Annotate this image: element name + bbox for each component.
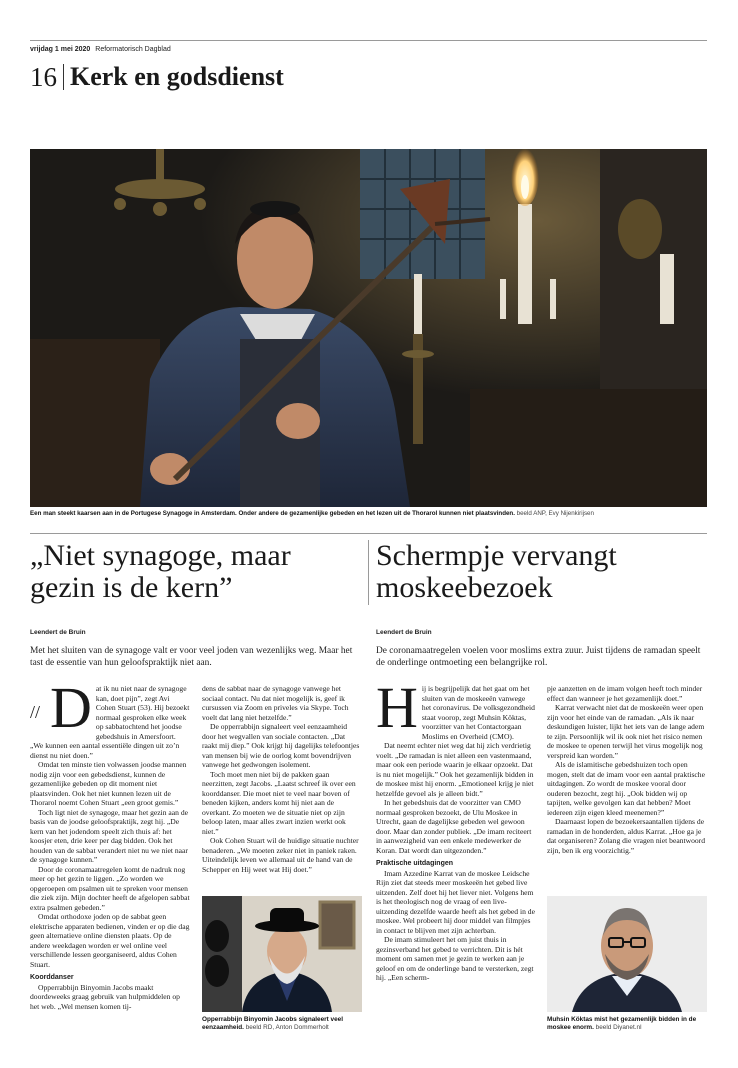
left-column-1 [30, 684, 190, 1036]
right-col1-para-4: Imam Azzedine Karrat van de moskee Leidsche Rijn ziet dat steeds meer moskeeën het gebed live uitzenden. Zelf doet hij het liever niet. Volgens hem is het theologisch nog de vraag of een live-uitzending dezelfde waarde heeft als het gebed in de moskee. Wel probeert hij door middel van filmpjes in contact te blijven met zijn achterban. [376, 868, 535, 935]
page-number: 16 [30, 64, 64, 90]
left-headline [30, 540, 362, 604]
top-rule [30, 40, 707, 41]
left-col1-para-2: Omdat ten minste tien volwassen joodse mannen nodig zijn voor een gebedsdienst, kunnen de gezamenlijke gebeden op dit moment niet plaatsvinden. Ook het niet kunnen lezen uit de Thorarol noemt Cohen Stuart „een groot gemis.” [30, 760, 187, 807]
koktas-caption-text: Muhsin Köktas mist het gezamenlijk bidden in de moskee enorm. [547, 1016, 697, 1031]
left-col2-para-3: Toch moet men niet bij de pakken gaan neerzitten, zegt Jacobs. „Laatst schreef ik over een koorddanser. Die moet niet te veel naar boven of beneden kijken, anders komt hij niet aan de overkant. Zo moeten we de situatie niet op zijn beloop laten, maar alles zwart inzien werkt ook niet.” [202, 769, 356, 836]
koktas-photo-caption [547, 1016, 707, 1032]
main-photo-caption [30, 510, 707, 518]
section-header [30, 60, 284, 94]
masthead [30, 46, 171, 53]
right-subheading: Praktische uitdagingen [376, 860, 454, 867]
left-col2-para-2: De opperrabbijn signaleert veel eenzaamheid door het wegvallen van sociale contacten. „Dat raakt mij diep.” Ook krijgt hij dagelijks telefoontjes van mensen bij wie de oorlog komt bovendrijven vanwege het gedwongen isolement. [202, 722, 360, 769]
left-col1-para-5: Omdat orthodoxe joden op de sabbat geen elektrische apparaten bedienen, vinden er op die dag geen alternatieve online diensten plaats. Op de andere weekdagen worden er wel online veel verschillende lessen georganiseerd, aldus Cohen Stuart. [30, 912, 190, 969]
caption-rule [30, 533, 707, 534]
left-headline-line1: „Niet synagoge, maar [30, 539, 291, 572]
right-column-2 [547, 684, 707, 889]
koktas-photo [547, 896, 707, 1012]
left-col1-para-4: Door de coronamaatregelen komt de nadruk nog meer op het gezin te liggen. „Zo worden we opgeroepen om psalmen uit te spreken voor mensen die ziek zijn. Mijn dochter heeft de afgelopen sabbat extra psalmen gebeden.” [30, 864, 190, 912]
left-quote-mark: // [30, 702, 41, 722]
main-photo [30, 149, 707, 507]
left-dropcap: D [50, 684, 92, 740]
koktas-caption-credit: beeld Diyanet.nl [595, 1024, 642, 1031]
masthead-paper: Reformatorisch Dagblad [95, 46, 171, 53]
left-col2-para-1: dens de sabbat naar de synagoge vanwege het sociaal contact. Nu dat niet mogelijk is, geef ik cursussen via Zoom en priveles via Skype. Toch voelt dat lang niet hetzelfde.” [202, 684, 349, 722]
right-col2-para-1: pje aanzetten en de imam volgen heeft toch minder effect dan wanneer je het gezamenlijk doet.” [547, 684, 703, 703]
right-col1-para-1: ij is begrijpelijk dat het gaat om het sluiten van de moskeeën vanwege het coronavirus. De volksgezondheid staat voorop, zegt Muhsin Köktas, voorzitter van het Contactorgaan Moslims en Overheid (CMO). [421, 684, 535, 741]
right-col2-para-4: Daarnaast lopen de bezoekersaantallen tijdens de ramadan in de honderden, aldus Karrat. „Hoe ga je dat organiseren? Zolang die vragen niet beantwoord zijn, ben ik erg voorzichtig.” [547, 817, 706, 855]
right-col1-para-3: In het gebedshuis dat de voorzitter van CMO normaal gesproken bezoekt, de Ulu Moskee in Utrecht, gaan de dagelijkse gebeden wel gewoon door. Maar dan zonder publiek. „De imam reciteert in aanwezigheid van een enkele medewerker de Koran. Dat wordt dan uitgezonden.” [376, 798, 532, 855]
left-col1-para-6: Opperrabbijn Binyomin Jacobs maakt doordeweeks graag gebruik van hulpmiddelen op het web. „Wel mensen komen tij- [30, 982, 180, 1011]
headline-divider [368, 540, 369, 605]
right-col1-para-2: Dat neemt echter niet weg dat hij zich verdrietig voelt. „De ramadan is niet alleen een vastenmaand, maar ook een periode waarin je elkaar opzoekt. Dat is nu niet mogelijk.” Ook het gezamenlijk bidden in de moskee mist hij enorm. „Emotioneel krijg je niet hetzelfde gevoel als je alleen bidt.” [376, 741, 534, 798]
synagogue-candle-photo [30, 149, 707, 507]
rabbi-caption-credit: beeld RD, Anton Dommerholt [245, 1024, 329, 1031]
koktas-portrait [547, 896, 707, 1012]
main-caption-credit: beeld ANP, Evy Nijenkirijsen [516, 510, 594, 517]
left-col1-para-3: Toch ligt niet de synagoge, maar het gezin aan de basis van de joodse geloofspraktijk, zegt hij. „De kern van het jodendom speelt zich thuis af: het koosjer eten, drie keer per dag bidden. Ook het houden van de sabbat verandert niet nu we niet naar de synagoge kunnen.” [30, 807, 189, 864]
left-column-2 [202, 684, 362, 889]
rabbi-portrait [202, 896, 362, 1012]
rabbi-photo [202, 896, 362, 1012]
section-name: Kerk en godsdienst [70, 62, 284, 91]
left-col1-para-1: at ik nu niet naar de synagoge kan, doet pijn”, zegt Avi Cohen Stuart (53). Hij bezoekt normaal gesproken elke week op sabbatochtend het joodse gebedshuis in Amersfoort. „We kunnen een aantal essentiële dingen uit zo’n dienst nu niet doen.” [30, 684, 190, 760]
rabbi-caption-text: Opperrabbijn Binyomin Jacobs signaleert veel eenzaamheid. [202, 1016, 343, 1031]
rabbi-photo-caption [202, 1016, 362, 1032]
right-headline [376, 540, 708, 604]
right-col1-para-5: De imam stimuleert het om juist thuis in gezinsverband het gebed te verrichten. Dit is hét moment om samen met je gezin te werken aan je geloof en om de onderlinge band te versterken, zegt hij. „Een scherm- [376, 935, 534, 982]
right-byline: Leendert de Bruin [376, 629, 432, 636]
right-col2-para-2: Karrat verwacht niet dat de moskeeën weer open zijn voor het einde van de ramadan. „Als ik naar deskundigen luister, lijkt het iets van de lange adem te zijn. Persoonlijk wil ik ook niet het risico nemen de moskee te openen terwijl het virus mogelijk nog verspreid kan worden.” [547, 703, 705, 760]
left-subheading: Koorddanser [30, 974, 74, 981]
right-intro: De coronamaatregelen voelen voor moslims extra zuur. Juist tijdens de ramadan speelt de onderlinge ontmoeting een belangrijke rol. [376, 646, 701, 668]
masthead-date: vrijdag 1 mei 2020 [30, 46, 91, 53]
right-dropcap: H [376, 684, 418, 740]
right-headline-line1: Schermpje vervangt [376, 539, 617, 572]
right-col2-para-3: Als de islamitische gebedshuizen toch open mogen, stelt dat de imam voor een aantal praktische uitdagingen. Zo wordt de moskee vooral door ouderen bezocht, zegt hij. „Ook bidden wij op tapijten, welke gevolgen kan dat hebben? Moet iedereen zijn eigen kleed meenemen?” [547, 760, 705, 817]
left-headline-line2: gezin is de kern” [30, 571, 233, 604]
right-column-1 [376, 684, 536, 1036]
left-intro: Met het sluiten van de synagoge valt er voor veel joden van wezenlijks weg. Maar het tast de essentie van hun geloofspraktijk niet aan. [30, 646, 353, 668]
left-col2-para-4: Ook Cohen Stuart wil de huidige situatie nuchter benaderen. „We moeten zeker niet in paniek raken. Uiteindelijk leven we allemaal uit de hand van de Schepper en Hij weet wat Hij doet.” [202, 836, 359, 874]
left-byline: Leendert de Bruin [30, 629, 86, 636]
main-caption-text: Een man steekt kaarsen aan in de Portugese Synagoge in Amsterdam. Onder andere de gezamenlijke gebeden en het lezen uit de Thorarol kunnen niet plaatsvinden. [30, 510, 515, 517]
right-headline-line2: moskeebezoek [376, 571, 553, 604]
